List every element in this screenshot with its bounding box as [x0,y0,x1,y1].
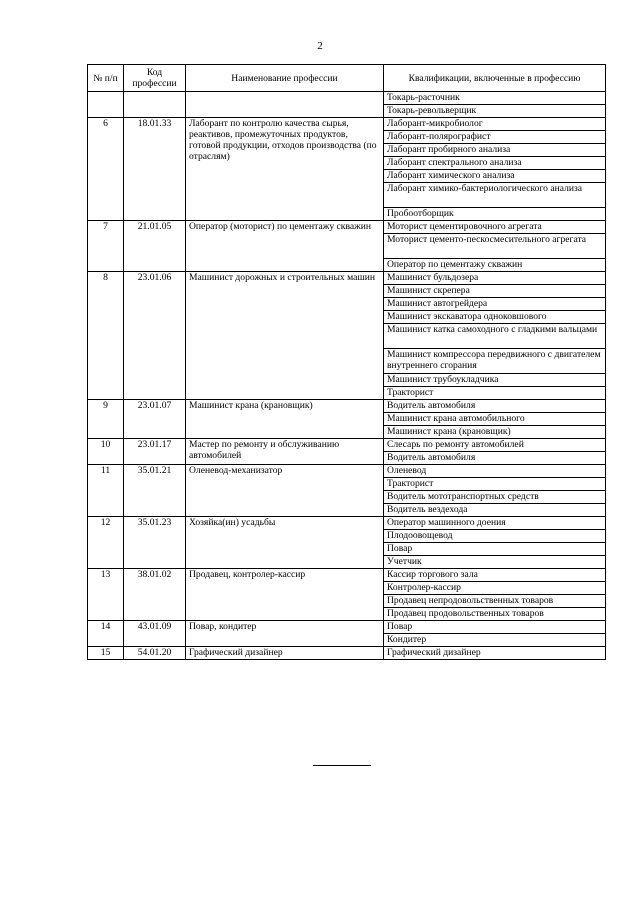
header-code: Код профессии [124,65,186,92]
row-number: 7 [88,221,124,272]
qualification-cell: Оператор машинного доения [384,517,606,530]
header-profession: Наименование профессии [186,65,384,92]
profession-code: 35.01.21 [124,465,186,517]
profession-code [124,92,186,118]
profession-code: 54.01.20 [124,647,186,660]
row-number: 13 [88,569,124,621]
page-number: 2 [317,40,323,52]
qualification-cell: Продавец непродовольственных товаров [384,595,606,608]
qualification-cell: Повар [384,621,606,634]
table-row [88,221,606,234]
qualification-cell: Тракторист [384,387,606,400]
row-number: 9 [88,400,124,439]
profession-name [186,92,384,118]
qualification-cell: Водитель вездехода [384,504,606,517]
qualification-cell: Токарь-револьверщик [384,105,606,118]
header-number: № п/п [88,65,124,92]
professions-table [87,64,606,660]
qualification-cell: Слесарь по ремонту автомобилей [384,439,606,452]
profession-code: 43.01.09 [124,621,186,647]
row-number: 8 [88,272,124,400]
qualification-cell: Машинист скрепера [384,285,606,298]
qualification-cell: Оленевод [384,465,606,478]
qualification-cell: Лаборант спектрального анализа [384,157,606,170]
qualification-cell: Моторист цементировочного агрегата [384,221,606,234]
qualification-cell: Машинист компрессора передвижного с двигателем внутреннего сгорания [384,349,606,374]
qualification-cell: Машинист крана автомобильного [384,413,606,426]
row-number: 11 [88,465,124,517]
qualification-cell: Оператор по цементажу скважин [384,259,606,272]
qualification-cell: Кассир торгового зала [384,569,606,582]
row-number [88,92,124,118]
qualification-cell: Машинист трубоукладчика [384,374,606,387]
qualification-cell: Машинист катка самоходного с гладкими вальцами [384,324,606,349]
qualification-cell: Лаборант-микробиолог [384,118,606,131]
qualification-cell: Водитель мототранспортных средств [384,491,606,504]
qualification-cell: Тракторист [384,478,606,491]
row-number: 6 [88,118,124,221]
table-row [88,569,606,582]
profession-name: Оператор (моторист) по цементажу скважин [186,221,384,272]
table-row [88,647,606,660]
qualification-cell: Лаборант химического анализа [384,170,606,183]
profession-name: Лаборант по контролю качества сырья, реактивов, промежуточных продуктов, готовой продукции, отходов производства (по отраслям) [186,118,384,221]
table-header-row [88,65,606,92]
table-body [88,92,606,660]
row-number: 14 [88,621,124,647]
profession-name: Оленевод-механизатор [186,465,384,517]
table-row [88,92,606,105]
table-row [88,517,606,530]
qualification-cell: Машинист автогрейдера [384,298,606,311]
table-row [88,400,606,413]
row-number: 15 [88,647,124,660]
profession-code: 18.01.33 [124,118,186,221]
profession-name: Мастер по ремонту и обслуживанию автомобилей [186,439,384,465]
qualification-cell: Контролер-кассир [384,582,606,595]
qualification-cell: Машинист экскаватора одноковшового [384,311,606,324]
qualification-cell: Машинист бульдозера [384,272,606,285]
profession-name: Хозяйка(ин) усадьбы [186,517,384,569]
qualification-cell: Токарь-расточник [384,92,606,105]
qualification-cell: Кондитер [384,634,606,647]
row-number: 10 [88,439,124,465]
qualification-cell: Лаборант пробирного анализа [384,144,606,157]
row-number: 12 [88,517,124,569]
qualification-cell: Продавец продовольственных товаров [384,608,606,621]
qualification-cell: Моторист цементо-пескосмесительного агрегата [384,234,606,259]
table-row [88,465,606,478]
profession-code: 23.01.17 [124,439,186,465]
qualification-cell: Повар [384,543,606,556]
table-row [88,118,606,131]
table-row [88,439,606,452]
table-row [88,272,606,285]
qualification-cell: Водитель автомобиля [384,400,606,413]
qualification-cell: Учетчик [384,556,606,569]
profession-code: 23.01.06 [124,272,186,400]
end-line [313,765,371,766]
profession-code: 23.01.07 [124,400,186,439]
qualification-cell: Лаборант-полярографист [384,131,606,144]
profession-name: Машинист дорожных и строительных машин [186,272,384,400]
qualification-cell: Лаборант химико-бактериологического анализа [384,183,606,208]
qualification-cell: Плодоовощевод [384,530,606,543]
table-row [88,621,606,634]
qualification-cell: Пробоотборщик [384,208,606,221]
qualification-cell: Машинист крана (крановщик) [384,426,606,439]
qualification-cell: Графический дизайнер [384,647,606,660]
profession-name: Машинист крана (крановщик) [186,400,384,439]
profession-code: 21.01.05 [124,221,186,272]
profession-name: Графический дизайнер [186,647,384,660]
qualification-cell: Водитель автомобиля [384,452,606,465]
header-qualifications: Квалификации, включенные в профессию [384,65,606,92]
profession-code: 35.01.23 [124,517,186,569]
profession-name: Повар, кондитер [186,621,384,647]
profession-name: Продавец, контролер-кассир [186,569,384,621]
profession-code: 38.01.02 [124,569,186,621]
